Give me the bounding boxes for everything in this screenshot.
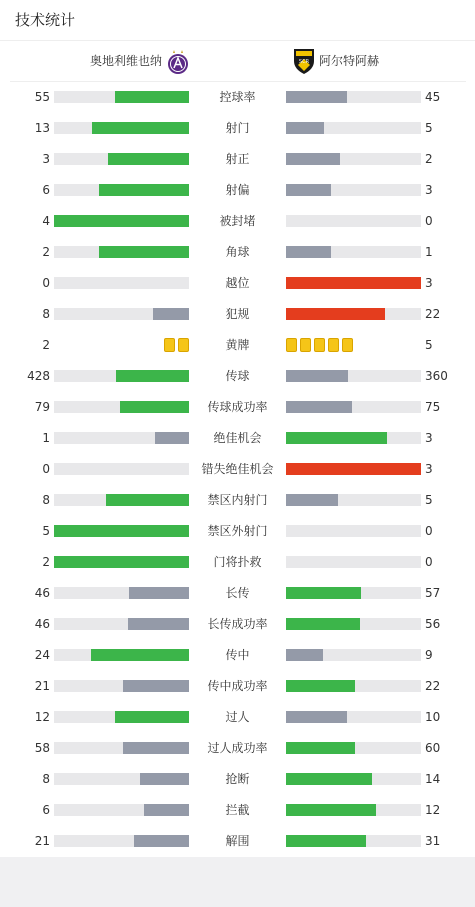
home-stat-bar xyxy=(54,835,189,847)
away-stat-bar-fill xyxy=(286,711,347,723)
home-stat-value: 4 xyxy=(42,214,50,228)
teams-header xyxy=(10,41,466,81)
stat-row xyxy=(0,516,475,547)
home-stat-bar-fill xyxy=(123,742,189,754)
away-stat-bar-fill xyxy=(286,742,355,754)
away-stat-value: 360 xyxy=(425,369,448,383)
home-stat-bar xyxy=(54,525,189,537)
away-stat-value: 22 xyxy=(425,307,441,321)
home-yellow-cards xyxy=(164,338,189,352)
home-stat-bar-fill xyxy=(120,401,189,413)
stat-label: 拦截 xyxy=(225,803,250,817)
away-stat-bar-fill xyxy=(286,153,340,165)
home-stat-bar-fill xyxy=(144,804,189,816)
stat-row xyxy=(0,175,475,206)
stat-label: 解围 xyxy=(225,834,250,848)
home-stat-value: 21 xyxy=(34,834,50,848)
away-stat-value: 56 xyxy=(425,617,441,631)
stat-label: 门将扑救 xyxy=(213,555,262,569)
away-stat-bar-fill xyxy=(286,494,338,506)
away-stat-value: 3 xyxy=(425,183,433,197)
away-team-name: 阿尔特阿赫 xyxy=(319,54,380,68)
stat-row xyxy=(0,206,475,237)
stat-row xyxy=(0,826,475,857)
stat-label: 传球成功率 xyxy=(207,400,268,414)
stat-label: 传中成功率 xyxy=(207,679,268,693)
stat-row xyxy=(0,330,475,361)
away-yellow-cards xyxy=(286,338,353,352)
away-stat-value: 10 xyxy=(425,710,441,724)
home-stat-bar xyxy=(54,494,189,506)
away-stat-bar-fill xyxy=(286,246,331,258)
away-stat-bar-fill xyxy=(286,835,366,847)
home-stat-value: 6 xyxy=(42,803,50,817)
home-stat-bar xyxy=(54,370,189,382)
home-stat-bar xyxy=(54,246,189,258)
away-stat-bar-fill xyxy=(286,463,421,475)
stat-label: 抢断 xyxy=(225,772,250,786)
stat-label: 过人成功率 xyxy=(207,741,268,755)
stat-label: 长传成功率 xyxy=(207,617,268,631)
yellow-card-icon xyxy=(300,338,311,352)
home-stat-bar xyxy=(54,804,189,816)
away-stat-bar xyxy=(286,153,421,165)
away-stat-value: 5 xyxy=(425,121,433,135)
home-stat-bar-fill xyxy=(106,494,189,506)
away-stat-value: 3 xyxy=(425,462,433,476)
home-stat-bar-fill xyxy=(134,835,189,847)
home-stat-bar-fill xyxy=(155,432,189,444)
stat-row xyxy=(0,237,475,268)
away-stat-value: 0 xyxy=(425,214,433,228)
away-stat-bar xyxy=(286,804,421,816)
home-stat-value: 1 xyxy=(42,431,50,445)
stat-row xyxy=(0,485,475,516)
home-stat-value: 58 xyxy=(34,741,50,755)
home-stat-bar xyxy=(54,91,189,103)
yellow-card-icon xyxy=(164,338,175,352)
home-team-name: 奥地利维也纳 xyxy=(89,54,162,68)
away-stat-value: 1 xyxy=(425,245,433,259)
away-stat-value: 3 xyxy=(425,276,433,290)
stat-label: 黄牌 xyxy=(225,338,250,352)
away-stat-value: 0 xyxy=(425,555,433,569)
home-stat-bar-fill xyxy=(91,649,189,661)
home-stat-bar xyxy=(54,463,189,475)
home-stat-bar xyxy=(54,618,189,630)
away-stat-bar-fill xyxy=(286,804,376,816)
away-stat-bar-fill xyxy=(286,308,385,320)
home-stat-bar xyxy=(54,556,189,568)
home-stat-bar xyxy=(54,432,189,444)
home-stat-value: 0 xyxy=(42,276,50,290)
home-stat-bar-fill xyxy=(140,773,189,785)
home-stat-value: 13 xyxy=(34,121,50,135)
stat-label: 禁区内射门 xyxy=(207,493,268,507)
away-stat-value: 31 xyxy=(425,834,441,848)
away-stat-bar-fill xyxy=(286,122,324,134)
home-stat-value: 2 xyxy=(42,338,50,352)
home-stat-bar-fill xyxy=(115,711,189,723)
away-stat-bar xyxy=(286,308,421,320)
away-stat-bar xyxy=(286,215,421,227)
home-stat-value: 6 xyxy=(42,183,50,197)
home-stat-bar xyxy=(54,277,189,289)
stat-row xyxy=(0,144,475,175)
home-stat-value: 2 xyxy=(42,245,50,259)
stat-row xyxy=(0,299,475,330)
svg-text:SCR: SCR xyxy=(298,59,310,65)
yellow-card-icon xyxy=(342,338,353,352)
home-stat-bar xyxy=(54,773,189,785)
away-stat-bar xyxy=(286,618,421,630)
home-stat-value: 8 xyxy=(42,307,50,321)
home-stat-value: 8 xyxy=(42,493,50,507)
stat-row xyxy=(0,392,475,423)
away-stat-bar xyxy=(286,432,421,444)
stat-row xyxy=(0,764,475,795)
stat-row xyxy=(0,82,475,113)
yellow-card-icon xyxy=(178,338,189,352)
stat-row xyxy=(0,702,475,733)
away-stat-bar xyxy=(286,122,421,134)
stat-row xyxy=(0,671,475,702)
home-stat-bar-fill xyxy=(54,525,189,537)
away-stat-bar-fill xyxy=(286,773,372,785)
away-stat-bar xyxy=(286,742,421,754)
away-stat-bar xyxy=(286,246,421,258)
home-stat-bar xyxy=(54,122,189,134)
stat-label: 犯规 xyxy=(225,307,250,321)
away-stat-bar xyxy=(286,401,421,413)
home-stat-bar xyxy=(54,587,189,599)
page-footer-area xyxy=(0,857,475,907)
home-stat-bar-fill xyxy=(128,618,189,630)
home-stat-bar-fill xyxy=(54,556,189,568)
away-stat-bar xyxy=(286,835,421,847)
stat-label: 绝佳机会 xyxy=(213,431,262,445)
stat-row xyxy=(0,454,475,485)
home-stat-bar xyxy=(54,742,189,754)
away-stat-value: 5 xyxy=(425,493,433,507)
home-stat-value: 21 xyxy=(34,679,50,693)
stat-row xyxy=(0,547,475,578)
stat-label: 射正 xyxy=(225,152,250,166)
page-title: 技术统计 xyxy=(15,11,76,29)
away-stat-value: 22 xyxy=(425,679,441,693)
home-stat-value: 46 xyxy=(34,586,50,600)
away-stat-value: 0 xyxy=(425,524,433,538)
stat-label: 错失绝佳机会 xyxy=(201,462,274,476)
away-stat-value: 9 xyxy=(425,648,433,662)
home-stat-bar xyxy=(54,184,189,196)
home-stat-bar-fill xyxy=(123,680,189,692)
home-stat-bar-fill xyxy=(116,370,189,382)
home-stat-value: 0 xyxy=(42,462,50,476)
stat-row xyxy=(0,640,475,671)
home-stat-bar-fill xyxy=(99,246,189,258)
away-stat-bar-fill xyxy=(286,91,347,103)
away-stat-bar-fill xyxy=(286,277,421,289)
away-stat-value: 2 xyxy=(425,152,433,166)
stat-label: 传球 xyxy=(225,369,250,383)
home-stat-bar xyxy=(54,308,189,320)
home-stat-bar-fill xyxy=(129,587,189,599)
away-stat-bar xyxy=(286,370,421,382)
stat-label: 过人 xyxy=(225,710,250,724)
yellow-card-icon xyxy=(328,338,339,352)
home-stat-value: 428 xyxy=(27,369,50,383)
away-stat-value: 57 xyxy=(425,586,441,600)
stat-label: 被封堵 xyxy=(219,214,256,228)
away-stat-value: 75 xyxy=(425,400,441,414)
home-stat-bar-fill xyxy=(115,91,189,103)
stat-label: 长传 xyxy=(225,586,250,600)
home-stat-value: 12 xyxy=(34,710,50,724)
away-stat-value: 5 xyxy=(425,338,433,352)
home-stat-bar xyxy=(54,401,189,413)
home-stat-bar-fill xyxy=(153,308,189,320)
away-stat-bar xyxy=(286,184,421,196)
stat-row xyxy=(0,795,475,826)
home-stat-value: 46 xyxy=(34,617,50,631)
away-stat-bar xyxy=(286,494,421,506)
home-stat-bar xyxy=(54,215,189,227)
scr-altach-crest-icon xyxy=(292,47,316,75)
home-stat-bar-fill xyxy=(54,215,189,227)
home-stat-bar xyxy=(54,711,189,723)
away-stat-value: 45 xyxy=(425,90,441,104)
home-stat-value: 3 xyxy=(42,152,50,166)
stat-row xyxy=(0,268,475,299)
yellow-card-icon xyxy=(286,338,297,352)
away-stat-bar xyxy=(286,773,421,785)
home-stat-value: 5 xyxy=(42,524,50,538)
away-stat-bar-fill xyxy=(286,401,352,413)
home-stat-bar-fill xyxy=(99,184,189,196)
away-stat-bar-fill xyxy=(286,432,387,444)
stat-row xyxy=(0,361,475,392)
stat-row xyxy=(0,578,475,609)
stats-list xyxy=(0,82,475,857)
away-stat-bar xyxy=(286,91,421,103)
stat-row xyxy=(0,609,475,640)
away-stat-value: 60 xyxy=(425,741,441,755)
away-stat-bar-fill xyxy=(286,649,323,661)
stat-label: 禁区外射门 xyxy=(207,524,268,538)
away-stat-value: 14 xyxy=(425,772,441,786)
austria-wien-crest-icon xyxy=(167,49,189,75)
away-stat-bar xyxy=(286,649,421,661)
home-stat-value: 2 xyxy=(42,555,50,569)
home-stat-value: 79 xyxy=(34,400,50,414)
stat-label: 越位 xyxy=(225,276,250,290)
away-stat-bar xyxy=(286,556,421,568)
stat-label: 控球率 xyxy=(219,90,256,104)
stat-label: 传中 xyxy=(225,648,250,662)
away-stat-bar xyxy=(286,463,421,475)
away-stat-bar xyxy=(286,525,421,537)
away-stat-bar xyxy=(286,711,421,723)
away-stat-bar xyxy=(286,680,421,692)
stat-label: 角球 xyxy=(225,245,250,259)
away-stat-bar-fill xyxy=(286,587,361,599)
home-stat-bar-fill xyxy=(92,122,190,134)
home-stat-bar xyxy=(54,649,189,661)
home-stat-bar xyxy=(54,153,189,165)
stat-label: 射偏 xyxy=(225,183,250,197)
yellow-card-icon xyxy=(314,338,325,352)
away-stat-bar xyxy=(286,277,421,289)
away-stat-bar-fill xyxy=(286,618,360,630)
away-stat-bar-fill xyxy=(286,184,331,196)
away-stat-bar xyxy=(286,587,421,599)
stat-row xyxy=(0,113,475,144)
home-stat-value: 55 xyxy=(34,90,50,104)
stat-label: 射门 xyxy=(225,121,250,135)
away-stat-bar-fill xyxy=(286,680,355,692)
away-stat-value: 3 xyxy=(425,431,433,445)
away-stat-value: 12 xyxy=(425,803,441,817)
stat-row xyxy=(0,423,475,454)
away-stat-bar-fill xyxy=(286,370,348,382)
home-stat-bar xyxy=(54,680,189,692)
stat-row xyxy=(0,733,475,764)
home-stat-value: 24 xyxy=(34,648,50,662)
home-stat-value: 8 xyxy=(42,772,50,786)
home-stat-bar-fill xyxy=(108,153,189,165)
